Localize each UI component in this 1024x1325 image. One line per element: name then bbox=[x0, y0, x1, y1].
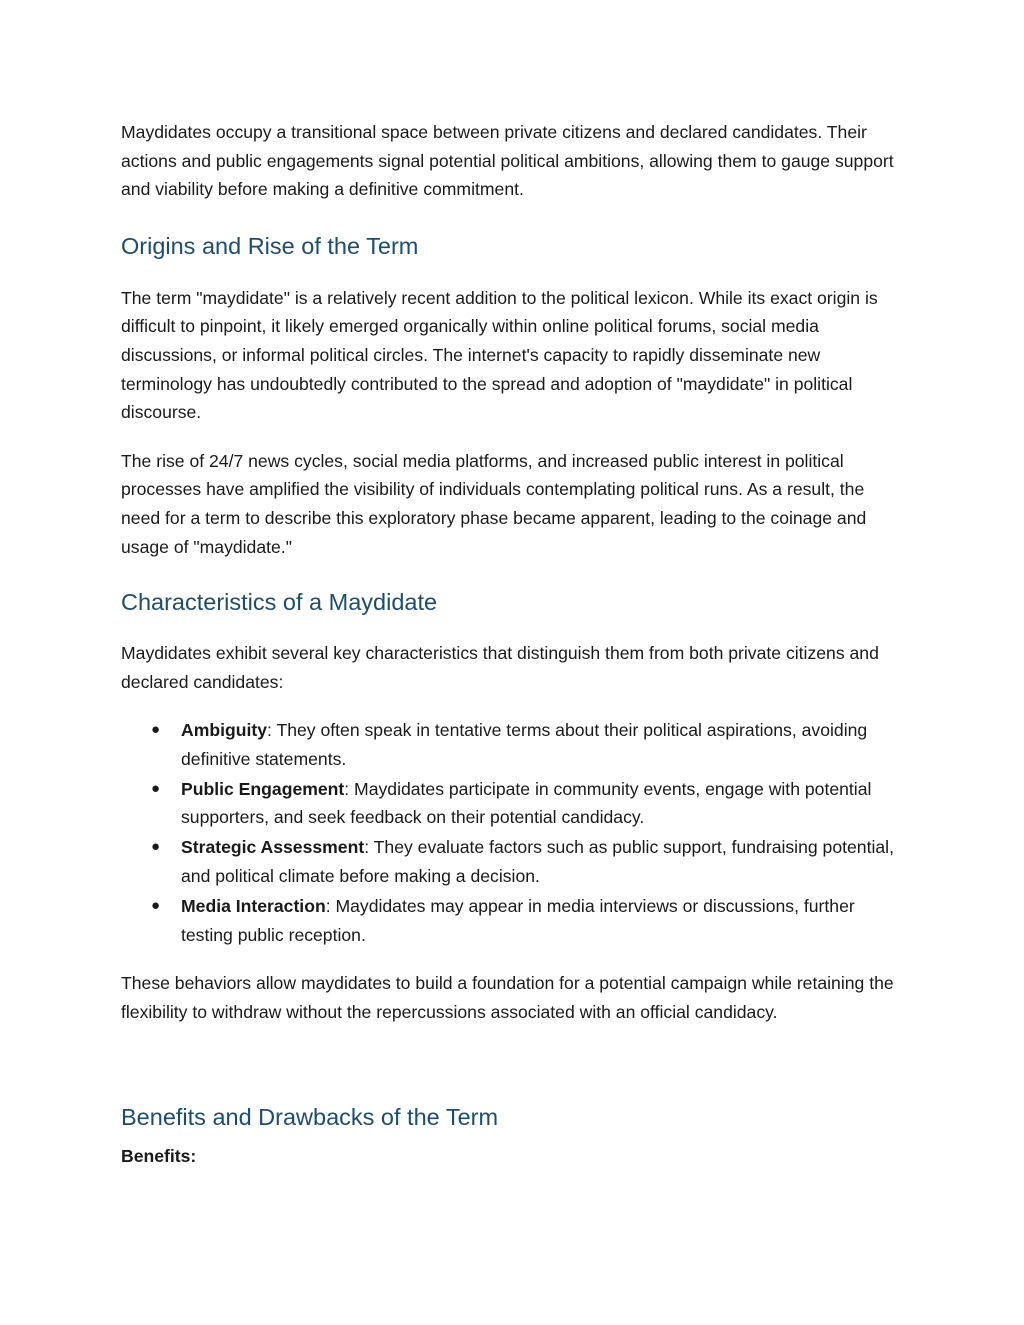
characteristics-intro: Maydidates exhibit several key characteristics that distinguish them from both private citizens and declared candidates: bbox=[121, 643, 879, 692]
list-item bbox=[151, 775, 906, 832]
list-item bbox=[151, 716, 906, 773]
origins-heading: Origins and Rise of the Term bbox=[121, 232, 419, 259]
list-item-term: Strategic Assessment bbox=[181, 837, 365, 858]
intro-paragraph: Maydidates occupy a transitional space between private citizens and declared candidates. Their actions and public engagements signal potential political ambitions, allowing them to gauge support and viability before making a definitive commitment. bbox=[121, 122, 894, 200]
list-item bbox=[151, 833, 906, 890]
list-item bbox=[151, 892, 906, 949]
list-item-term: Media Interaction bbox=[181, 896, 326, 917]
bullet-icon: ● bbox=[151, 779, 161, 797]
list-item-text: : Maydidates may appear in media interviews or discussions, further testing public reception. bbox=[181, 896, 855, 945]
list-item-text: : They evaluate factors such as public support, fundraising potential, and political climate before making a decision. bbox=[181, 837, 894, 887]
characteristics-list bbox=[121, 716, 906, 949]
bullet-icon: ● bbox=[151, 721, 161, 739]
characteristics-closing: These behaviors allow maydidates to build a foundation for a potential campaign while retaining the flexibility to withdraw without the repercussions associated with an official candidacy. bbox=[121, 973, 894, 1022]
list-item-term: Public Engagement bbox=[181, 778, 345, 799]
benefits-subheading: Benefits: bbox=[121, 1146, 197, 1167]
bullet-icon: ● bbox=[151, 838, 161, 856]
document-page bbox=[121, 118, 906, 1171]
origins-paragraph-2: The rise of 24/7 news cycles, social media platforms, and increased public interest in political processes have amplified the visibility of individuals contemplating political runs. As a result, the need for a term to describe this exploratory phase became apparent, leading to the coinage and usage of "maydidate." bbox=[121, 450, 867, 557]
benefits-heading: Benefits and Drawbacks of the Term bbox=[121, 1104, 499, 1131]
list-item-text: : They often speak in tentative terms about their political aspirations, avoiding definitive statements. bbox=[181, 720, 868, 769]
list-item-text: : Maydidates participate in community events, engage with potential supporters, and seek feedback on their potential candidacy. bbox=[181, 778, 872, 828]
origins-paragraph-1: The term "maydidate" is a relatively recent addition to the political lexicon. While its exact origin is difficult to pinpoint, it likely emerged organically within online political forums, social media discussions, or informal political circles. The internet's capacity to rapidly disseminate new terminology has undoubtedly contributed to the spread and adoption of "maydidate" in political discourse. bbox=[121, 287, 878, 423]
bullet-icon: ● bbox=[151, 897, 161, 915]
list-item-term: Ambiguity bbox=[181, 720, 268, 741]
characteristics-heading: Characteristics of a Maydidate bbox=[121, 589, 438, 616]
